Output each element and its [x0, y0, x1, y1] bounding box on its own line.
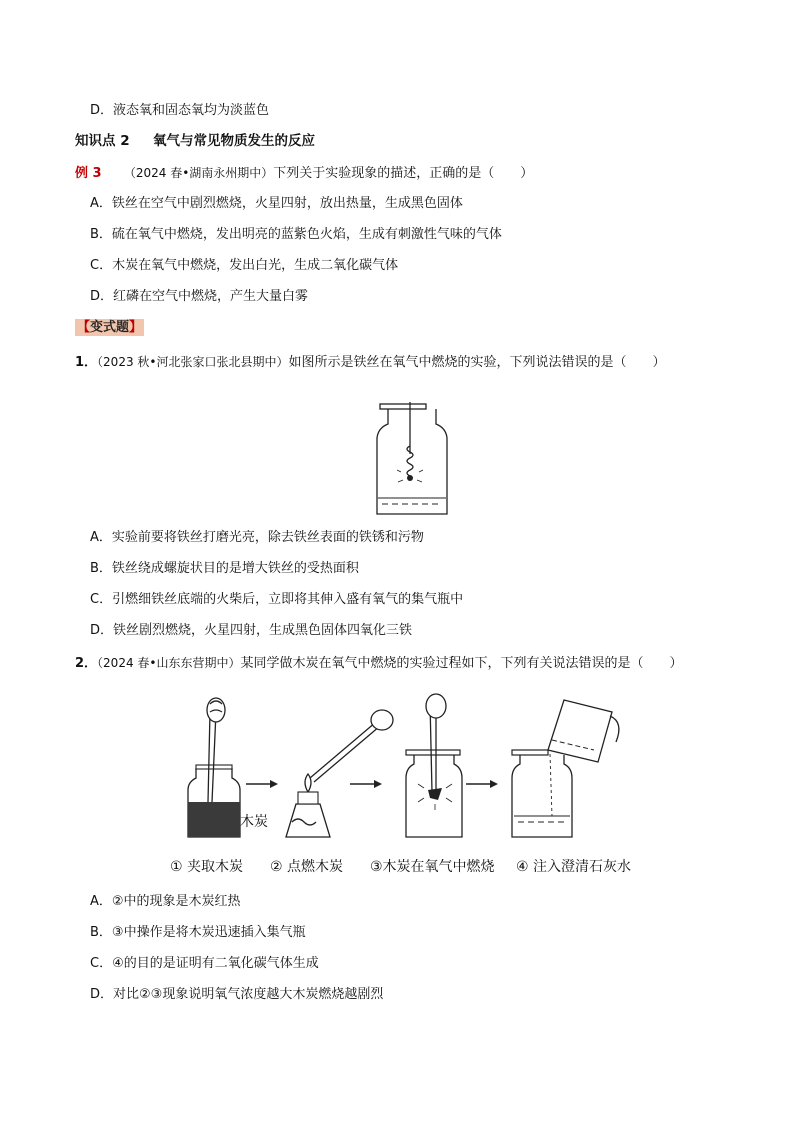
example-source: （2024 春•湖南永州期中）	[123, 166, 274, 180]
example-label: 例 3	[75, 166, 102, 181]
caption-step-2: ② 点燃木炭	[270, 859, 344, 875]
q1-question: 如图所示是铁丝在氧气中燃烧的实验，下列说法错误的是（ ）	[288, 355, 666, 370]
section-heading: 氧气与常见物质发生的反应	[153, 133, 315, 149]
example-option-d: D．红磷在空气中燃烧，产生大量白雾	[90, 289, 309, 304]
section-label: 知识点 2	[75, 133, 130, 149]
example-question: 下列关于实验现象的描述，正确的是（ ）	[273, 166, 534, 181]
example-3-stem	[75, 164, 533, 183]
example-option-c: C．木炭在氧气中燃烧，发出白光，生成二氧化碳气体	[90, 258, 399, 273]
q2-stem	[75, 654, 683, 673]
caption-step-1: ① 夹取木炭	[170, 859, 244, 875]
q1-stem	[75, 353, 666, 372]
charcoal-label: 木炭	[240, 814, 268, 830]
q2-option-b: B．③中操作是将木炭迅速插入集气瓶	[90, 925, 306, 940]
q1-source: （2023 秋•河北张家口张北县期中）	[97, 355, 289, 369]
caption-step-4: ④ 注入澄清石灰水	[516, 859, 632, 875]
step3-drawing	[406, 694, 462, 837]
q2-number: 2．	[75, 656, 98, 671]
caption-step-3: ③木炭在氧气中燃烧	[370, 859, 495, 875]
prev-option-d: D．液态氧和固态氧均为淡蓝色	[90, 103, 270, 118]
q1-option-b: B．铁丝绕成螺旋状目的是增大铁丝的受热面积	[90, 561, 359, 576]
variant-label	[75, 319, 144, 337]
step4-drawing	[512, 700, 619, 837]
q2-option-a: A．②中的现象是木炭红热	[90, 894, 241, 909]
q1-option-a: A．实验前要将铁丝打磨光亮，除去铁丝表面的铁锈和污物	[90, 530, 424, 545]
step1-drawing	[188, 698, 240, 837]
q2-option-c: C．④的目的是证明有二氧化碳气体生成	[90, 956, 319, 971]
q2-question: 某同学做木炭在氧气中燃烧的实验过程如下，下列有关说法错误的是（ ）	[240, 656, 683, 671]
variant-label-box: 【变式题】	[77, 320, 143, 335]
q2-option-d: D．对比②③现象说明氧气浓度越大木炭燃烧越剧烈	[90, 987, 384, 1002]
example-option-b: B．硫在氧气中燃烧，发出明亮的蓝紫色火焰，生成有刺激性气味的气体	[90, 227, 502, 242]
q1-option-d: D．铁丝剧烈燃烧，火星四射，生成黑色固体四氧化三铁	[90, 623, 413, 638]
step2-drawing	[286, 710, 393, 837]
iron-wire-bottle-figure	[370, 402, 460, 518]
example-option-a: A．铁丝在空气中剧烈燃烧，火星四射，放出热量，生成黑色固体	[90, 196, 463, 211]
q1-option-c: C．引燃细铁丝底端的火柴后，立即将其伸入盛有氧气的集气瓶中	[90, 592, 464, 607]
section-title	[75, 132, 315, 150]
q1-number: 1．	[75, 355, 98, 370]
q2-source: （2024 春•山东东营期中）	[97, 656, 241, 670]
